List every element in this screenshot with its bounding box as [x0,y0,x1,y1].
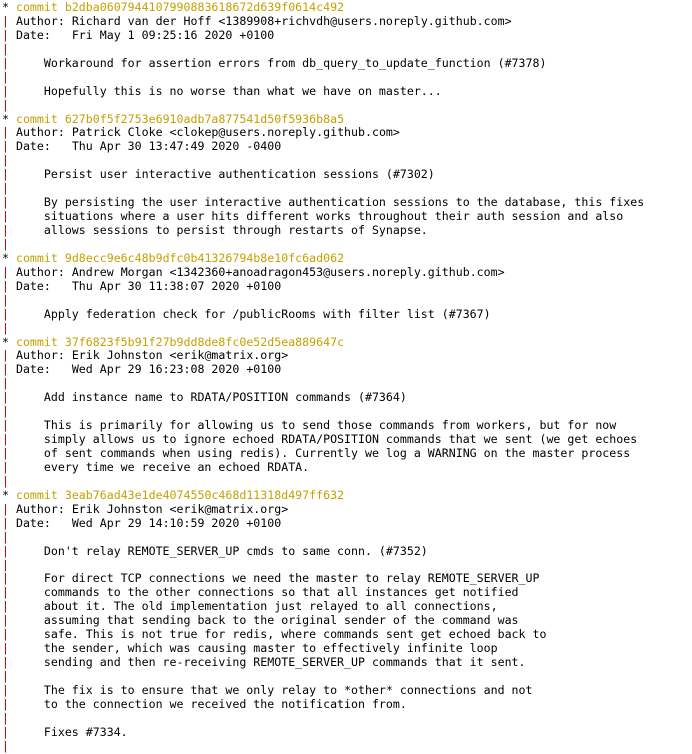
commit-message-text: Persist user interactive authentication sessions (#7302) [43,167,435,182]
commit-hash: 627b0f5f2753e6910adb7a877541d50f5936b8a5 [64,111,345,126]
graph-pipe: | [2,209,9,224]
date-value: Wed Apr 29 16:23:08 2020 +0100 [71,362,282,377]
graph-pipe: | [2,501,9,516]
graph-pipe: | [2,446,9,460]
commit-message-line [2,656,692,670]
graph-pipe: | [2,348,9,363]
graph-pipe: | [2,236,9,251]
author-label: Author: [15,348,65,363]
commit-message-line [2,600,692,614]
graph-spacer-line [2,71,692,85]
commit-message-line [2,586,692,600]
commit-message-text: to the connection we received the notification from. [43,696,407,711]
graph-pipe: | [2,362,9,377]
commit-message-text: Hopefully this is no worse than what we have on master... [43,83,442,98]
graph-pipe: | [2,97,9,112]
commit-message-text: Add instance name to RDATA/POSITION commands (#7364) [43,390,407,405]
graph-pipe: | [2,139,9,154]
date-value: Thu Apr 30 11:38:07 2020 +0100 [71,278,282,293]
graph-pipe: | [2,655,9,670]
commit-message-text: safe. This is not true for redis, where commands sent get echoed back to [43,627,547,642]
commit-marker: * [2,0,9,14]
commit-hash: 9d8ecc9e6c48b9dfc0b41326794b8e10fc6ad062 [64,250,345,265]
author-label: Author: [15,501,65,516]
graph-pipe: | [2,153,9,168]
commit-message-line [2,85,692,99]
date-line [2,280,692,294]
graph-pipe: | [2,613,9,628]
commit-message-text: simply allows us to ignore echoed RDATA/POSITION commands that we sent (we get echoes [43,432,638,447]
commit-message-text: The fix is to ensure that we only relay to *other* connections and not [43,682,533,697]
commit-message-line [2,210,692,224]
author-line [2,15,692,29]
commit-marker: * [2,111,9,126]
graph-spacer-line [2,670,692,684]
graph-pipe: | [2,473,9,488]
graph-spacer-line [2,154,692,168]
commit-message-line [2,224,692,238]
graph-pipe: | [2,641,9,656]
graph-spacer-line [2,740,692,754]
commit-label: commit [15,0,58,14]
graph-pipe: | [2,69,9,84]
graph-spacer-line [2,475,692,489]
commit-message-text: Workaround for assertion errors from db_query_to_update_function (#7378) [43,55,547,70]
commit-hash: 3eab76ad43e1de4074550c468d11318d497ff632 [64,487,345,502]
graph-pipe: | [2,83,9,98]
commit-message-text: of sent commands when using redis). Currently we log a WARNING on the master process [43,446,631,460]
commit-label: commit [15,487,58,502]
graph-spacer-line [2,322,692,336]
graph-pipe: | [2,264,9,279]
commit-message-line [2,628,692,642]
graph-pipe: | [2,292,9,307]
commit-header-line [2,1,692,15]
commit-message-text: For direct TCP connections we need the master to relay REMOTE_SERVER_UP [43,571,540,586]
graph-pipe: | [2,599,9,614]
graph-pipe: | [2,27,9,42]
graph-pipe: | [2,55,9,70]
author-value: Erik Johnston <erik@matrix.org> [71,501,289,516]
commit-hash: b2dba0607944107990883618672d639f0614c492 [64,0,345,14]
commit-message-text: about it. The old implementation just relayed to all connections, [43,599,498,614]
graph-pipe: | [2,181,9,196]
commit-header-line [2,489,692,503]
author-label: Author: [15,13,65,28]
author-value: Patrick Cloke <clokep@users.noreply.github.com> [71,125,400,140]
commit-header-line [2,113,692,127]
graph-spacer-line [2,377,692,391]
graph-pipe: | [2,738,9,753]
date-line [2,29,692,43]
commit-message-text: allows sessions to persist through restarts of Synapse. [43,223,428,237]
graph-pipe: | [2,627,9,642]
graph-pipe: | [2,418,9,433]
commit-message-line [2,308,692,322]
commit-message-line [2,642,692,656]
author-value: Richard van der Hoff <1389908+richvdh@users.noreply.github.com> [71,13,512,28]
date-line [2,363,692,377]
graph-pipe: | [2,432,9,447]
commit-message-text: assuming that sending back to the original sender of the command was [43,613,519,628]
commit-message-text: sending and then re-receiving REMOTE_SERVER_UP commands that it sent. [43,655,526,670]
graph-pipe: | [2,390,9,405]
graph-pipe: | [2,41,9,56]
author-line [2,503,692,517]
commit-marker: * [2,487,9,502]
author-line [2,126,692,140]
commit-marker: * [2,334,9,349]
date-value: Fri May 1 09:25:16 2020 +0100 [71,27,275,42]
graph-pipe: | [2,125,9,140]
date-label: Date: [15,515,51,530]
graph-pipe: | [2,585,9,600]
author-line [2,349,692,363]
commit-message-line [2,684,692,698]
graph-spacer-line [2,531,692,545]
commit-message-line [2,572,692,586]
graph-pipe: | [2,669,9,683]
commit-label: commit [15,111,58,126]
graph-spacer-line [2,559,692,573]
commit-hash: 37f6823f5b91f27b9dd8de8fc0e52d5ea889647c [64,334,345,349]
commit-message-text: This is primarily for allowing us to send those commands from workers, but for now [43,418,617,433]
graph-pipe: | [2,195,9,210]
graph-pipe: | [2,278,9,293]
date-line [2,140,692,154]
graph-pipe: | [2,710,9,725]
graph-pipe: | [2,404,9,419]
graph-pipe: | [2,376,9,391]
commit-message-line [2,461,692,475]
commit-message-line [2,433,692,447]
date-value: Wed Apr 29 14:10:59 2020 +0100 [71,515,282,530]
commit-message-text: Fixes #7334. [43,724,128,739]
commit-marker: * [2,250,9,265]
graph-pipe: | [2,459,9,474]
author-line [2,266,692,280]
graph-spacer-line [2,294,692,308]
graph-pipe: | [2,320,9,335]
commit-label: commit [15,334,58,349]
date-label: Date: [15,139,51,154]
graph-spacer-line [2,238,692,252]
author-label: Author: [15,125,65,140]
graph-pipe: | [2,306,9,321]
commit-message-line [2,57,692,71]
graph-pipe: | [2,682,9,697]
graph-spacer-line [2,43,692,57]
author-value: Erik Johnston <erik@matrix.org> [71,348,289,363]
commit-message-line [2,168,692,182]
commit-message-line [2,391,692,405]
date-label: Date: [15,27,51,42]
commit-message-text: Apply federation check for /publicRooms with filter list (#7367) [43,306,491,321]
graph-pipe: | [2,515,9,530]
date-value: Thu Apr 30 13:47:49 2020 -0400 [71,139,282,154]
commit-message-text: Don't relay REMOTE_SERVER_UP cmds to same conn. (#7352) [43,543,428,558]
graph-pipe: | [2,13,9,28]
commit-message-line [2,614,692,628]
graph-spacer-line [2,182,692,196]
commit-header-line [2,252,692,266]
graph-pipe: | [2,696,9,711]
commit-message-text: commands to the other connections so that all instances get notified [43,585,519,600]
graph-spacer-line [2,99,692,113]
commit-message-line [2,726,692,740]
commit-message-line [2,447,692,461]
author-label: Author: [15,264,65,279]
graph-pipe: | [2,543,9,558]
commit-header-line [2,336,692,350]
commit-message-text: every time we receive an echoed RDATA. [43,459,310,474]
graph-pipe: | [2,167,9,182]
graph-pipe: | [2,557,9,572]
graph-pipe: | [2,223,9,237]
date-line [2,517,692,531]
commit-message-line [2,196,692,210]
commit-message-text: the sender, which was causing master to effectively infinite loop [43,641,498,656]
graph-pipe: | [2,571,9,586]
graph-spacer-line [2,712,692,726]
commit-message-text: By persisting the user interactive authentication sessions to the database, this fixes [43,195,645,210]
commit-message-line [2,698,692,712]
date-label: Date: [15,278,51,293]
commit-message-line [2,545,692,559]
graph-pipe: | [2,529,9,544]
graph-pipe: | [2,724,9,739]
graph-spacer-line [2,405,692,419]
commit-message-text: situations where a user hits different works throughout their auth session and also [43,209,624,224]
date-label: Date: [15,362,51,377]
commit-message-line [2,419,692,433]
commit-label: commit [15,250,58,265]
author-value: Andrew Morgan <1342360+anoadragon453@users.noreply.github.com> [71,264,505,279]
